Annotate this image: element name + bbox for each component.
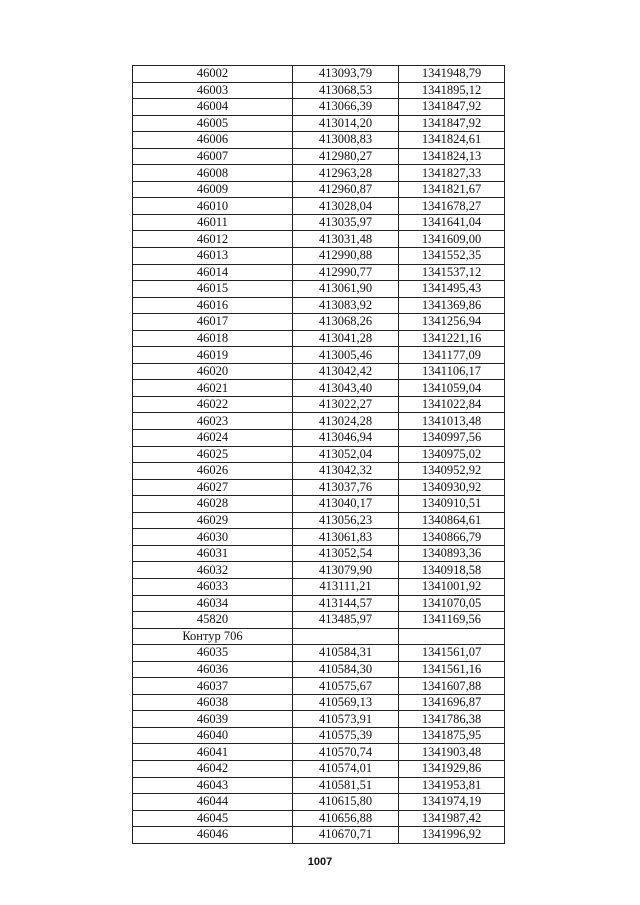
- y-coordinate-cell: 1341561,16: [399, 661, 505, 678]
- point-id-cell: 46016: [133, 297, 293, 314]
- point-id-cell: 46037: [133, 678, 293, 695]
- x-coordinate-cell: 412990,88: [293, 248, 399, 265]
- x-coordinate-cell: 413041,28: [293, 330, 399, 347]
- table-row: [133, 628, 505, 645]
- x-coordinate-cell: 410670,71: [293, 827, 399, 844]
- x-coordinate-cell: 413008,83: [293, 132, 399, 149]
- point-id-cell: 46012: [133, 231, 293, 248]
- table-row: [133, 330, 505, 347]
- point-id-cell: 46011: [133, 214, 293, 231]
- point-id-cell: 46002: [133, 66, 293, 83]
- x-coordinate-cell: 413066,39: [293, 99, 399, 116]
- point-id-cell: 46029: [133, 512, 293, 529]
- table-row: [133, 794, 505, 811]
- table-row: [133, 446, 505, 463]
- x-coordinate-cell: 413079,90: [293, 562, 399, 579]
- table-row: [133, 181, 505, 198]
- x-coordinate-cell: 410584,30: [293, 661, 399, 678]
- x-coordinate-cell: 413022,27: [293, 396, 399, 413]
- point-id-cell: 46032: [133, 562, 293, 579]
- x-coordinate-cell: 413068,26: [293, 314, 399, 331]
- point-id-cell: 46020: [133, 363, 293, 380]
- x-coordinate-cell: 413024,28: [293, 413, 399, 430]
- table-row: [133, 545, 505, 562]
- point-id-cell: 46024: [133, 430, 293, 447]
- y-coordinate-cell: 1341953,81: [399, 777, 505, 794]
- y-coordinate-cell: 1341696,87: [399, 694, 505, 711]
- x-coordinate-cell: 413046,94: [293, 430, 399, 447]
- point-id-cell: 46039: [133, 711, 293, 728]
- table-row: [133, 661, 505, 678]
- point-id-cell: 46045: [133, 810, 293, 827]
- table-row: [133, 363, 505, 380]
- x-coordinate-cell: 413111,21: [293, 578, 399, 595]
- x-coordinate-cell: 410569,13: [293, 694, 399, 711]
- point-id-cell: 46005: [133, 115, 293, 132]
- y-coordinate-cell: 1341948,79: [399, 66, 505, 83]
- point-id-cell: 46043: [133, 777, 293, 794]
- y-coordinate-cell: 1341169,56: [399, 612, 505, 629]
- y-coordinate-cell: 1341678,27: [399, 198, 505, 215]
- x-coordinate-cell: 413061,90: [293, 281, 399, 298]
- table-row: [133, 148, 505, 165]
- point-id-cell: 46009: [133, 181, 293, 198]
- table-row: [133, 578, 505, 595]
- point-id-cell: 46030: [133, 529, 293, 546]
- x-coordinate-cell: 413042,32: [293, 463, 399, 480]
- y-coordinate-cell: 1340918,58: [399, 562, 505, 579]
- y-coordinate-cell: 1341903,48: [399, 744, 505, 761]
- y-coordinate-cell: 1341847,92: [399, 115, 505, 132]
- coordinates-table: [132, 65, 505, 844]
- x-coordinate-cell: 410656,88: [293, 810, 399, 827]
- point-id-cell: 46028: [133, 496, 293, 513]
- y-coordinate-cell: 1340893,36: [399, 545, 505, 562]
- x-coordinate-cell: 413056,23: [293, 512, 399, 529]
- y-coordinate-cell: 1341495,43: [399, 281, 505, 298]
- point-id-cell: 46004: [133, 99, 293, 116]
- y-coordinate-cell: 1340930,92: [399, 479, 505, 496]
- table-row: [133, 132, 505, 149]
- y-coordinate-cell: 1341022,84: [399, 396, 505, 413]
- point-id-cell: 46031: [133, 545, 293, 562]
- x-coordinate-cell: [293, 628, 399, 645]
- point-id-cell: 46013: [133, 248, 293, 265]
- x-coordinate-cell: 413014,20: [293, 115, 399, 132]
- table-row: [133, 231, 505, 248]
- y-coordinate-cell: 1341059,04: [399, 380, 505, 397]
- y-coordinate-cell: 1341821,67: [399, 181, 505, 198]
- table-row: [133, 645, 505, 662]
- point-id-cell: 46017: [133, 314, 293, 331]
- y-coordinate-cell: 1341895,12: [399, 82, 505, 99]
- y-coordinate-cell: 1341070,05: [399, 595, 505, 612]
- x-coordinate-cell: 412960,87: [293, 181, 399, 198]
- x-coordinate-cell: 413052,54: [293, 545, 399, 562]
- point-id-cell: 46033: [133, 578, 293, 595]
- coordinates-table-body: [133, 66, 505, 844]
- y-coordinate-cell: 1341561,07: [399, 645, 505, 662]
- x-coordinate-cell: 410575,39: [293, 727, 399, 744]
- table-row: [133, 214, 505, 231]
- point-id-cell: 46014: [133, 264, 293, 281]
- y-coordinate-cell: 1341847,92: [399, 99, 505, 116]
- point-id-cell: 46006: [133, 132, 293, 149]
- x-coordinate-cell: 413093,79: [293, 66, 399, 83]
- table-row: [133, 413, 505, 430]
- point-id-cell: 46041: [133, 744, 293, 761]
- point-id-cell: 46025: [133, 446, 293, 463]
- point-id-cell: 46042: [133, 760, 293, 777]
- point-id-cell: 46019: [133, 347, 293, 364]
- point-id-cell: 46015: [133, 281, 293, 298]
- y-coordinate-cell: 1340952,92: [399, 463, 505, 480]
- y-coordinate-cell: 1340975,02: [399, 446, 505, 463]
- point-id-cell: 46003: [133, 82, 293, 99]
- x-coordinate-cell: 413043,40: [293, 380, 399, 397]
- table-row: [133, 827, 505, 844]
- table-row: [133, 810, 505, 827]
- y-coordinate-cell: 1341609,00: [399, 231, 505, 248]
- x-coordinate-cell: 413028,04: [293, 198, 399, 215]
- table-row: [133, 99, 505, 116]
- y-coordinate-cell: 1341827,33: [399, 165, 505, 182]
- table-row: [133, 612, 505, 629]
- point-id-cell: 46036: [133, 661, 293, 678]
- table-row: [133, 529, 505, 546]
- x-coordinate-cell: 413040,17: [293, 496, 399, 513]
- point-id-cell: 46022: [133, 396, 293, 413]
- point-id-cell: 46035: [133, 645, 293, 662]
- point-id-cell: 46023: [133, 413, 293, 430]
- x-coordinate-cell: 413005,46: [293, 347, 399, 364]
- x-coordinate-cell: 413037,76: [293, 479, 399, 496]
- table-row: [133, 496, 505, 513]
- point-id-cell: 46034: [133, 595, 293, 612]
- y-coordinate-cell: 1341974,19: [399, 794, 505, 811]
- point-id-cell: 46008: [133, 165, 293, 182]
- point-id-cell: 46010: [133, 198, 293, 215]
- x-coordinate-cell: 413083,92: [293, 297, 399, 314]
- table-row: [133, 264, 505, 281]
- y-coordinate-cell: 1341256,94: [399, 314, 505, 331]
- table-row: [133, 512, 505, 529]
- table-row: [133, 727, 505, 744]
- table-row: [133, 396, 505, 413]
- x-coordinate-cell: 410574,01: [293, 760, 399, 777]
- x-coordinate-cell: 413144,57: [293, 595, 399, 612]
- y-coordinate-cell: 1341824,13: [399, 148, 505, 165]
- page-number: 1007: [307, 856, 333, 868]
- y-coordinate-cell: 1341786,38: [399, 711, 505, 728]
- y-coordinate-cell: [399, 628, 505, 645]
- x-coordinate-cell: 410573,91: [293, 711, 399, 728]
- x-coordinate-cell: 410584,31: [293, 645, 399, 662]
- y-coordinate-cell: 1341987,42: [399, 810, 505, 827]
- y-coordinate-cell: 1341001,92: [399, 578, 505, 595]
- y-coordinate-cell: 1341369,86: [399, 297, 505, 314]
- x-coordinate-cell: 410570,74: [293, 744, 399, 761]
- point-id-cell: 46038: [133, 694, 293, 711]
- point-id-cell: 46046: [133, 827, 293, 844]
- x-coordinate-cell: 413485,97: [293, 612, 399, 629]
- table-row: [133, 777, 505, 794]
- x-coordinate-cell: 410581,51: [293, 777, 399, 794]
- y-coordinate-cell: 1341221,16: [399, 330, 505, 347]
- x-coordinate-cell: 410575,67: [293, 678, 399, 695]
- table-row: [133, 744, 505, 761]
- point-id-cell: Контур 706: [133, 628, 293, 645]
- table-row: [133, 694, 505, 711]
- x-coordinate-cell: 413035,97: [293, 214, 399, 231]
- y-coordinate-cell: 1341106,17: [399, 363, 505, 380]
- table-row: [133, 479, 505, 496]
- y-coordinate-cell: 1341824,61: [399, 132, 505, 149]
- table-row: [133, 297, 505, 314]
- y-coordinate-cell: 1340866,79: [399, 529, 505, 546]
- table-row: [133, 115, 505, 132]
- x-coordinate-cell: 413031,48: [293, 231, 399, 248]
- y-coordinate-cell: 1341537,12: [399, 264, 505, 281]
- table-row: [133, 314, 505, 331]
- table-row: [133, 463, 505, 480]
- x-coordinate-cell: 412990,77: [293, 264, 399, 281]
- point-id-cell: 46018: [133, 330, 293, 347]
- table-row: [133, 165, 505, 182]
- y-coordinate-cell: 1341013,48: [399, 413, 505, 430]
- table-row: [133, 430, 505, 447]
- x-coordinate-cell: 413042,42: [293, 363, 399, 380]
- table-row: [133, 347, 505, 364]
- x-coordinate-cell: 413052,04: [293, 446, 399, 463]
- table-row: [133, 66, 505, 83]
- table-row: [133, 248, 505, 265]
- y-coordinate-cell: 1341641,04: [399, 214, 505, 231]
- y-coordinate-cell: 1341996,92: [399, 827, 505, 844]
- table-row: [133, 760, 505, 777]
- table-row: [133, 82, 505, 99]
- table-row: [133, 380, 505, 397]
- y-coordinate-cell: 1341607,88: [399, 678, 505, 695]
- x-coordinate-cell: 413061,83: [293, 529, 399, 546]
- point-id-cell: 46044: [133, 794, 293, 811]
- y-coordinate-cell: 1340997,56: [399, 430, 505, 447]
- y-coordinate-cell: 1340864,61: [399, 512, 505, 529]
- x-coordinate-cell: 412963,28: [293, 165, 399, 182]
- table-row: [133, 198, 505, 215]
- x-coordinate-cell: 410615,80: [293, 794, 399, 811]
- point-id-cell: 46007: [133, 148, 293, 165]
- table-row: [133, 562, 505, 579]
- point-id-cell: 46021: [133, 380, 293, 397]
- point-id-cell: 46027: [133, 479, 293, 496]
- y-coordinate-cell: 1341929,86: [399, 760, 505, 777]
- table-row: [133, 595, 505, 612]
- y-coordinate-cell: 1341177,09: [399, 347, 505, 364]
- table-row: [133, 711, 505, 728]
- table-row: [133, 678, 505, 695]
- y-coordinate-cell: 1341875,95: [399, 727, 505, 744]
- point-id-cell: 45820: [133, 612, 293, 629]
- x-coordinate-cell: 412980,27: [293, 148, 399, 165]
- y-coordinate-cell: 1341552,35: [399, 248, 505, 265]
- point-id-cell: 46040: [133, 727, 293, 744]
- point-id-cell: 46026: [133, 463, 293, 480]
- x-coordinate-cell: 413068,53: [293, 82, 399, 99]
- y-coordinate-cell: 1340910,51: [399, 496, 505, 513]
- table-row: [133, 281, 505, 298]
